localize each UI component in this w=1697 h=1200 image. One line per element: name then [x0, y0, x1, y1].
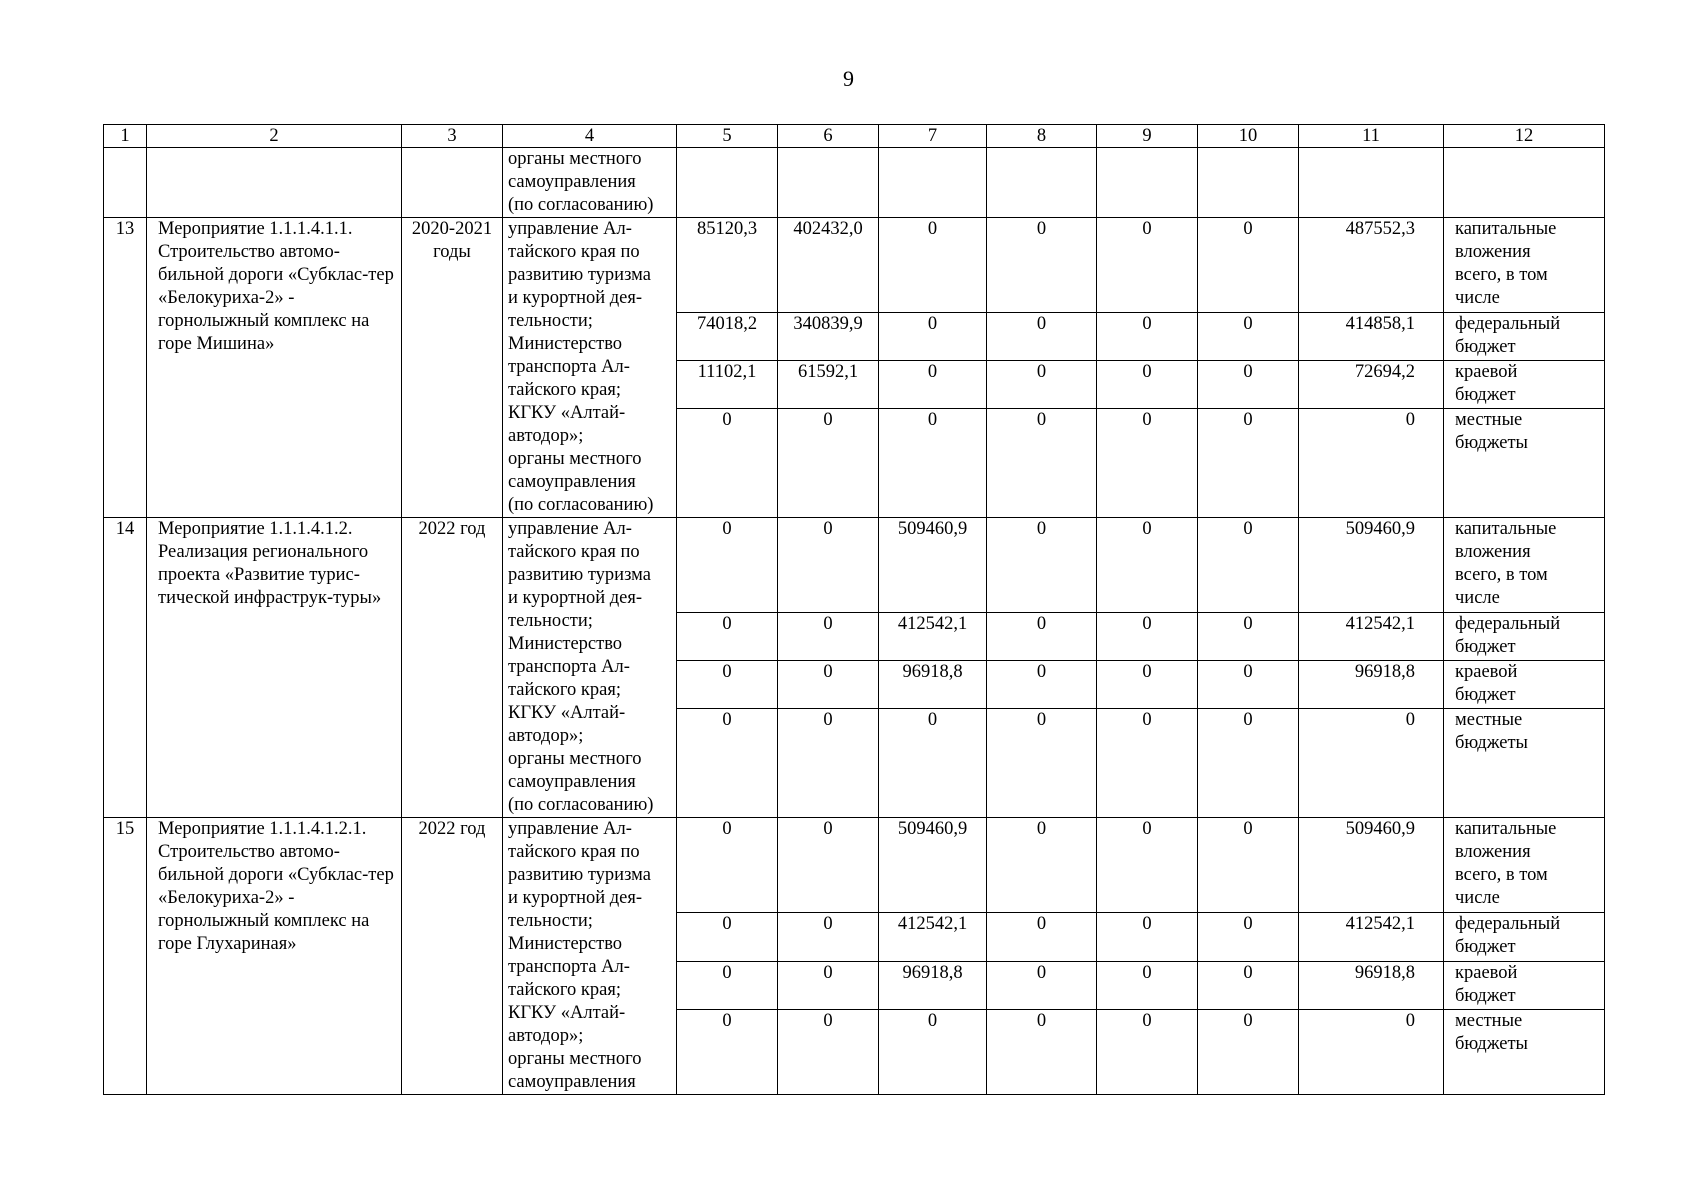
- value-cell: 0: [1097, 409, 1198, 518]
- executors-cell: управление Ал- тайского края по развитию туризма и курортной дея- тельности; Министерство транспорта Ал- тайского края; КГКУ «Алтай- автодор»; органы местного самоуправления (по согласованию): [503, 518, 677, 818]
- value-cell: 412542,1: [879, 913, 987, 961]
- header-cell: 2: [147, 125, 402, 148]
- value-cell: 0: [987, 1009, 1097, 1094]
- value-cell: 0: [778, 661, 879, 709]
- value-cell: 0: [778, 409, 879, 518]
- value-cell: 72694,2: [1299, 361, 1444, 409]
- value-cell: 0: [879, 1009, 987, 1094]
- executors-cell: управление Ал- тайского края по развитию туризма и курортной дея- тельности; Министерство транспорта Ал- тайского края; КГКУ «Алтай- автодор»; органы местного самоуправления (по согласованию): [503, 218, 677, 518]
- header-cell: 5: [677, 125, 778, 148]
- value-cell: 0: [1198, 218, 1299, 313]
- value-cell: 0: [987, 518, 1097, 613]
- value-cell: 0: [987, 409, 1097, 518]
- value-cell: 0: [778, 709, 879, 818]
- row-number: 13: [104, 218, 147, 518]
- header-cell: 9: [1097, 125, 1198, 148]
- value-cell: 487552,3: [1299, 218, 1444, 313]
- header-cell: 12: [1444, 125, 1605, 148]
- table-row: [104, 818, 1605, 913]
- funding-source: федеральный бюджет: [1444, 913, 1605, 961]
- value-cell: 412542,1: [879, 613, 987, 661]
- value-cell: 0: [987, 961, 1097, 1009]
- value-cell: 96918,8: [879, 661, 987, 709]
- value-cell: 96918,8: [1299, 961, 1444, 1009]
- value-cell: 0: [1097, 613, 1198, 661]
- value-cell: 11102,1: [677, 361, 778, 409]
- page-number: 9: [843, 66, 854, 91]
- value-cell: 0: [1097, 661, 1198, 709]
- header-row: [104, 125, 1605, 148]
- value-cell: 0: [1198, 518, 1299, 613]
- value-cell: 340839,9: [778, 313, 879, 361]
- value-cell: 0: [778, 613, 879, 661]
- header-cell: 6: [778, 125, 879, 148]
- value-cell: 0: [677, 518, 778, 613]
- row-number: 14: [104, 518, 147, 818]
- value-cell: 414858,1: [1299, 313, 1444, 361]
- funding-source: краевой бюджет: [1444, 361, 1605, 409]
- funding-source: капитальные вложения всего, в том числе: [1444, 218, 1605, 313]
- value-cell: 0: [1198, 613, 1299, 661]
- value-cell: 0: [677, 913, 778, 961]
- value-cell: 509460,9: [879, 818, 987, 913]
- header-cell: 10: [1198, 125, 1299, 148]
- value-cell: 0: [987, 661, 1097, 709]
- executors-cell: органы местного самоуправления (по согласованию): [503, 148, 677, 218]
- value-cell: 509460,9: [1299, 518, 1444, 613]
- value-cell: 0: [987, 709, 1097, 818]
- value-cell: 0: [778, 818, 879, 913]
- value-cell: 0: [1198, 409, 1299, 518]
- header-cell: 4: [503, 125, 677, 148]
- funding-source: капитальные вложения всего, в том числе: [1444, 518, 1605, 613]
- value-cell: 0: [1198, 361, 1299, 409]
- value-cell: 0: [677, 613, 778, 661]
- value-cell: 0: [677, 409, 778, 518]
- value-cell: 0: [879, 218, 987, 313]
- value-cell: 0: [778, 1009, 879, 1094]
- value-cell: 85120,3: [677, 218, 778, 313]
- value-cell: 0: [1299, 709, 1444, 818]
- header-cell: 7: [879, 125, 987, 148]
- value-cell: 412542,1: [1299, 913, 1444, 961]
- funding-source: краевой бюджет: [1444, 961, 1605, 1009]
- value-cell: 0: [987, 218, 1097, 313]
- value-cell: 0: [879, 409, 987, 518]
- value-cell: 0: [677, 1009, 778, 1094]
- period-cell: 2022 год: [402, 518, 503, 818]
- value-cell: 0: [879, 313, 987, 361]
- value-cell: 412542,1: [1299, 613, 1444, 661]
- measure-name: Мероприятие 1.1.1.4.1.1. Строительство автомо-бильной дороги «Субклас-тер «Белокуриха-2» - горнолыжный комплекс на горе Мишина»: [147, 218, 402, 518]
- value-cell: 509460,9: [1299, 818, 1444, 913]
- value-cell: 0: [778, 961, 879, 1009]
- funding-source: местные бюджеты: [1444, 409, 1605, 518]
- period-cell: 2022 год: [402, 818, 503, 1095]
- value-cell: 0: [987, 913, 1097, 961]
- value-cell: 0: [1198, 661, 1299, 709]
- value-cell: 0: [1198, 709, 1299, 818]
- funding-source: краевой бюджет: [1444, 661, 1605, 709]
- value-cell: 0: [677, 961, 778, 1009]
- value-cell: 0: [1299, 409, 1444, 518]
- value-cell: 0: [677, 709, 778, 818]
- table-row: [104, 218, 1605, 313]
- value-cell: 0: [987, 361, 1097, 409]
- measure-name: Мероприятие 1.1.1.4.1.2.1. Строительство автомо-бильной дороги «Субклас-тер «Белокуриха-2» - горнолыжный комплекс на горе Глухариная»: [147, 818, 402, 1095]
- funding-source: капитальные вложения всего, в том числе: [1444, 818, 1605, 913]
- value-cell: 0: [879, 709, 987, 818]
- header-cell: 1: [104, 125, 147, 148]
- header-cell: 3: [402, 125, 503, 148]
- value-cell: 61592,1: [778, 361, 879, 409]
- value-cell: 0: [1097, 361, 1198, 409]
- value-cell: 0: [1198, 1009, 1299, 1094]
- value-cell: 0: [879, 361, 987, 409]
- funding-source: местные бюджеты: [1444, 1009, 1605, 1094]
- header-cell: 11: [1299, 125, 1444, 148]
- funding-source: федеральный бюджет: [1444, 613, 1605, 661]
- header-cell: 8: [987, 125, 1097, 148]
- value-cell: 0: [1198, 818, 1299, 913]
- value-cell: 0: [1097, 218, 1198, 313]
- value-cell: 0: [1198, 913, 1299, 961]
- value-cell: 0: [1097, 1009, 1198, 1094]
- value-cell: 0: [1198, 313, 1299, 361]
- value-cell: 0: [1097, 913, 1198, 961]
- funding-source: местные бюджеты: [1444, 709, 1605, 818]
- value-cell: 0: [1097, 709, 1198, 818]
- continuation-row: [104, 148, 1605, 218]
- measures-body: [104, 218, 1605, 1095]
- value-cell: 0: [987, 613, 1097, 661]
- value-cell: 0: [1097, 961, 1198, 1009]
- value-cell: 96918,8: [1299, 661, 1444, 709]
- value-cell: 402432,0: [778, 218, 879, 313]
- value-cell: 0: [1299, 1009, 1444, 1094]
- value-cell: 0: [987, 313, 1097, 361]
- value-cell: 0: [987, 818, 1097, 913]
- row-number: 15: [104, 818, 147, 1095]
- period-cell: 2020-2021 годы: [402, 218, 503, 518]
- value-cell: 0: [1097, 818, 1198, 913]
- value-cell: 0: [677, 818, 778, 913]
- funding-source: федеральный бюджет: [1444, 313, 1605, 361]
- executors-cell: управление Ал- тайского края по развитию туризма и курортной дея- тельности; Министерство транспорта Ал- тайского края; КГКУ «Алтай- автодор»; органы местного самоуправления: [503, 818, 677, 1095]
- budget-table: [103, 124, 1605, 1095]
- value-cell: 0: [677, 661, 778, 709]
- value-cell: 0: [1097, 518, 1198, 613]
- table-row: [104, 518, 1605, 613]
- value-cell: 0: [778, 518, 879, 613]
- value-cell: 74018,2: [677, 313, 778, 361]
- value-cell: 96918,8: [879, 961, 987, 1009]
- measure-name: Мероприятие 1.1.1.4.1.2. Реализация регионального проекта «Развитие турис-тической инфраструк-туры»: [147, 518, 402, 818]
- value-cell: 0: [1198, 961, 1299, 1009]
- value-cell: 0: [778, 913, 879, 961]
- value-cell: 0: [1097, 313, 1198, 361]
- value-cell: 509460,9: [879, 518, 987, 613]
